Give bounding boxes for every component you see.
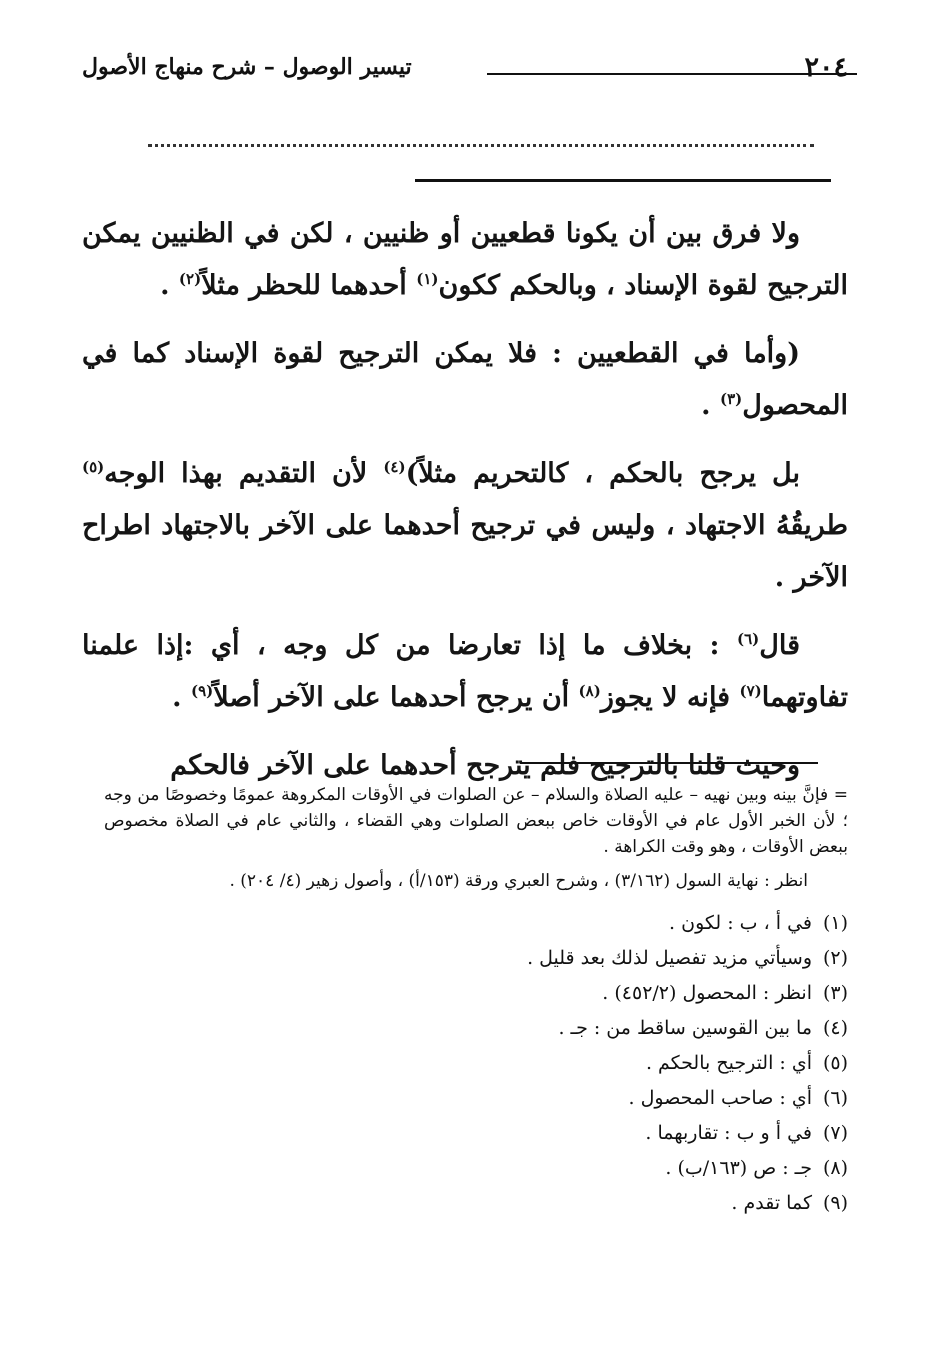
footnote-number: (٨) xyxy=(822,1157,848,1179)
text-segment: فإنه لا يجوز xyxy=(600,682,740,713)
footnote-continuation: = فإنَّ بينه وبين نهيه – عليه الصلاة والسلام – عن الصلوات في الأوقات المكروهة عمومًا وخصوصًا من وجه ؛ لأن الخبر الأول عام في الأوقات خاص ببعض الصلوات وهي القضاء ، والثاني عام في الصلاة مخصوص ببعض الأوقات ، وهو وقت الكراهة . xyxy=(104,785,848,857)
footnote-number: (٥) xyxy=(822,1052,848,1074)
footnote-number: (٢) xyxy=(822,947,848,969)
footnote-text: جـ : ص (١٦٣/ب) . xyxy=(665,1157,812,1179)
footnote-mark[interactable]: (٣) xyxy=(719,390,743,408)
book-title: تيسير الوصول – شرح منهاج الأصول xyxy=(82,54,412,80)
footnote-item xyxy=(104,906,848,941)
footnote-mark[interactable]: (٢) xyxy=(178,270,202,288)
text-segment: (وأما في القطعيين : فلا يمكن الترجيح لقوة الإسناد كما في المحصول xyxy=(82,338,848,421)
footnote-mark[interactable]: (٥) xyxy=(82,458,105,476)
footnote-item xyxy=(104,1011,848,1046)
text-segment: أن يرجح أحدهما على الآخر أصلاً xyxy=(213,682,579,713)
footnote-item xyxy=(104,1046,848,1081)
footnote-number: (١) xyxy=(822,912,848,934)
text-segment: لأن التقديم بهذا الوجه xyxy=(104,458,384,489)
footnotes xyxy=(104,782,848,1221)
header-rule xyxy=(487,73,857,75)
footnote-number: (٤) xyxy=(822,1017,848,1039)
paragraph xyxy=(82,208,848,312)
footnote-text: أي : صاحب المحصول . xyxy=(628,1087,812,1109)
footnote-mark[interactable]: (٧) xyxy=(739,682,762,700)
paragraph xyxy=(82,328,848,432)
footnote-list xyxy=(104,906,848,1221)
footnote-mark[interactable]: (٦) xyxy=(736,630,760,648)
dotted-separator xyxy=(148,144,814,147)
footnote-text: كما تقدم . xyxy=(731,1192,812,1214)
footnote-number: (٧) xyxy=(822,1122,848,1144)
text-segment: . xyxy=(701,390,720,421)
footnote-text: في أ ، ب : لكون . xyxy=(669,912,812,934)
footnote-item xyxy=(104,976,848,1011)
paragraph xyxy=(82,620,848,724)
page-header xyxy=(82,52,848,96)
footnote-item xyxy=(104,1186,848,1221)
footnote-mark[interactable]: (٩) xyxy=(190,682,214,700)
section-rule xyxy=(415,179,831,182)
footnote-item xyxy=(104,941,848,976)
footnote-item xyxy=(104,1081,848,1116)
footnote-text: أي : الترجيح بالحكم . xyxy=(645,1052,812,1074)
footnote-text: ما بين القوسين ساقط من : جـ . xyxy=(558,1017,812,1039)
text-segment: وحيث قلنا بالترجيح فلم يترجح أحدهما على الآخر فالحكم xyxy=(170,750,800,781)
footnote-item xyxy=(104,1151,848,1186)
footnote-rule xyxy=(520,762,818,764)
footnote-mark[interactable]: (٨) xyxy=(578,682,601,700)
footnote-number: (٦) xyxy=(822,1087,848,1109)
paragraph xyxy=(82,448,848,604)
page-number: ٢٠٤ xyxy=(804,52,848,83)
text-segment: ولا فرق بين أن يكونا قطعيين أو ظنيين ، لكن في الظنيين يمكن الترجيح لقوة الإسناد ، وبالحكم ككون xyxy=(82,218,848,301)
footnote-reference: انظر : نهاية السول (٣/١٦٢) ، وشرح العبري ورقة (١٥٣/أ) ، وأصول زهير (٤/ ٢٠٤) . xyxy=(229,871,808,891)
text-segment: أحدهما للحظر مثلاً xyxy=(201,270,407,301)
main-text xyxy=(82,208,848,808)
footnote-text: في أ و ب : تقاربهما . xyxy=(645,1122,812,1144)
footnote-mark[interactable]: (٤) xyxy=(383,458,406,476)
text-segment: بل يرجح بالحكم ، كالتحريم مثلاً) xyxy=(405,458,800,489)
footnote-text: انظر : المحصول (٤٥٢/٢) . xyxy=(602,982,812,1004)
footnote-item xyxy=(104,1116,848,1151)
footnote-mark[interactable]: (١) xyxy=(416,270,439,288)
text-segment: . xyxy=(160,270,179,301)
footnote-text: وسيأتي مزيد تفصيل لذلك بعد قليل . xyxy=(527,947,812,969)
footnote-number: (٣) xyxy=(822,982,848,1004)
text-segment: . xyxy=(172,682,191,713)
text-segment: : بخلاف ما إذا تعارضا من كل وجه ، أي :إذا علمنا تفاوتهما xyxy=(82,630,848,713)
footnote-number: (٩) xyxy=(822,1192,848,1214)
text-segment: قال xyxy=(759,630,800,661)
text-segment: طريقُهُ الاجتهاد ، وليس في ترجيح أحدهما على الآخر بالاجتهاد اطراح الآخر . xyxy=(82,510,848,593)
